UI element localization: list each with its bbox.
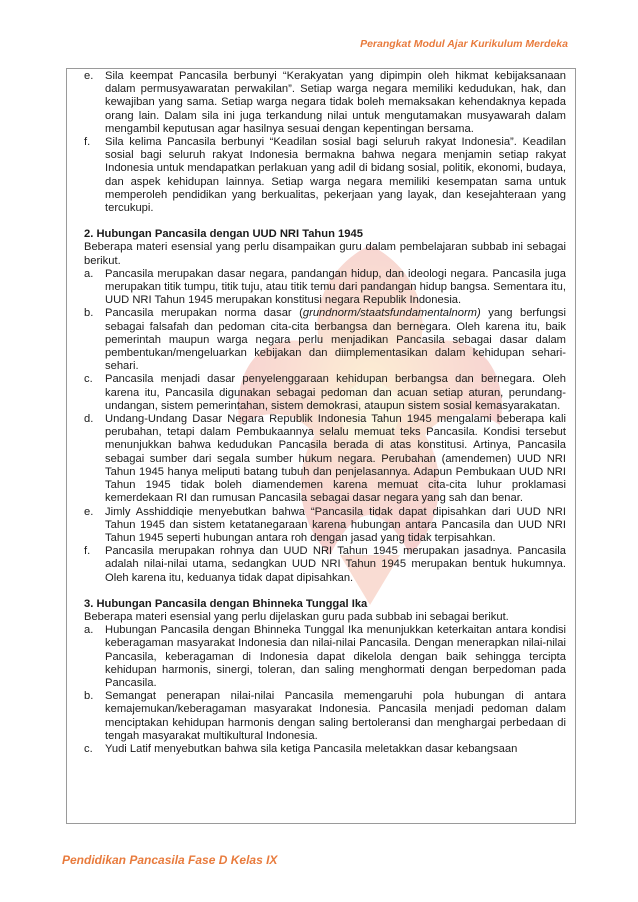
list-item-text: Jimly Asshiddiqie menyebutkan bahwa “Pancasila tidak dapat dipisahkan dari UUD NRI Tahun 1945 dan sistem ketatanegaraan karena hubungan antara Pancasila dan UUD NRI Tahun 1945 seperti hubungan antara roh dengan jasad yang tidak terpisahkan. bbox=[105, 505, 566, 544]
list-item bbox=[84, 268, 566, 308]
list-item-text: Pancasila merupakan rohnya dan UUD NRI Tahun 1945 merupakan jasadnya. Pancasila adalah nilai-nilai utama, sedangkan UUD NRI Tahun 1945 merupakan bentuk hukumnya. Oleh karena itu, keduanya tidak dapat dipisahkan. bbox=[105, 545, 566, 584]
list-item-text: Yudi Latif menyebutkan bahwa sila ketiga Pancasila meletakkan dasar kebangsaan bbox=[105, 742, 518, 755]
list-item bbox=[84, 70, 566, 136]
list-item-text: Hubungan Pancasila dengan Bhinneka Tunggal Ika menunjukkan keterkaitan antara kondisi keberagaman masyarakat Indonesia dan nilai-nilai Pancasila. Dengan menerapkan nilai-nilai Pancasila, keberagaman di Indonesia dapat dikelola dengan baik sehingga tercipta kehidupan harmonis, sinergi, toleran, dan saling menghormati dengan berpedoman pada Pancasila. bbox=[105, 624, 566, 689]
list-item bbox=[84, 743, 566, 756]
list-item-text: Pancasila merupakan dasar negara, pandangan hidup, dan ideologi negara. Pancasila juga merupakan titik tumpu, titik tuju, atau titik temu dari pandangan hidup bangsa. Sementara itu, UUD NRI Tahun 1945 merupakan konstitusi negara Republik Indonesia. bbox=[105, 267, 566, 307]
list-item bbox=[84, 624, 566, 690]
list-item bbox=[84, 373, 566, 413]
section-intro: Beberapa materi esensial yang perlu disampaikan guru dalam pembelajaran subbab ini sebagai berikut. bbox=[84, 241, 566, 267]
italic-term: grundnorm/staatsfundamentalnorm) bbox=[302, 307, 481, 320]
list-marker: c. bbox=[84, 742, 93, 755]
list-marker: b. bbox=[84, 690, 94, 703]
document-body bbox=[84, 70, 566, 756]
list-marker: e. bbox=[84, 505, 94, 518]
list-item-text: Pancasila menjadi dasar penyelenggaraan kehidupan berbangsa dan bernegara. Oleh karena itu, Pancasila digunakan sebagai pedoman dan acuan setiap aturan, perundang-undangan, sistem pemerintahan, sistem demokrasi, ataupun sistem sosial kemasyarakatan. bbox=[105, 373, 566, 412]
list-marker: a. bbox=[84, 624, 94, 637]
list-item bbox=[84, 136, 566, 215]
section-heading: 3. Hubungan Pancasila dengan Bhinneka Tunggal Ika bbox=[84, 597, 368, 610]
list-item-text: Semangat penerapan nilai-nilai Pancasila memengaruhi pola hubungan di antara kemajemukan/keberagaman masyarakat Indonesia. Pancasila menjadi pedoman dalam menciptakan kehidupan harmonis dengan saling bertoleransi dan menghargai perbedaan di tengah masyarakat multikultural Indonesia. bbox=[105, 690, 566, 742]
list-item-text bbox=[105, 307, 566, 373]
list-marker: f. bbox=[84, 545, 91, 558]
text-segment: Pancasila merupakan norma dasar ( bbox=[105, 307, 303, 320]
list-item-text: Sila keempat Pancasila berbunyi “Kerakyatan yang dipimpin oleh hikmat kebijaksanaan dalam permusyawaratan perwakilan”. Setiap warga negara memiliki kedudukan, hak, dan kewajiban yang sama. Setiap warga negara tidak boleh memaksakan kehendaknya kepada orang lain. Dalam sila ini juga terkandung nilai untuk mengutamakan musyawarah dalam mengambil keputusan agar hasilnya sesuai dengan kepentingan bersama. bbox=[105, 70, 566, 135]
list-marker: c. bbox=[84, 373, 93, 386]
list-item-text: Sila kelima Pancasila berbunyi “Keadilan sosial bagi seluruh rakyat Indonesia”. Keadilan sosial bagi seluruh rakyat Indonesia bermakna bahwa negara menjamin setiap rakyat Indonesia untuk mendapatkan perlakuan yang adil di bidang sosial, politik, ekonomi, budaya, dan aspek kehidupan lainnya. Setiap warga negara memiliki kesempatan sama untuk memperoleh pendidikan yang berkualitas, pekerjaan yang layak, dan kesejahteraan yang tercukupi. bbox=[105, 136, 566, 215]
list-marker: e. bbox=[84, 70, 94, 82]
list-marker: f. bbox=[84, 136, 91, 149]
section-heading: 2. Hubungan Pancasila dengan UUD NRI Tahun 1945 bbox=[84, 228, 363, 241]
list-marker: a. bbox=[84, 267, 94, 280]
text-segment: yang berfungsi sebagai falsafah dan pedoman cita-cita berbangsa dan bernegara. Oleh karena itu, baik pemerintah maupun warga negara perlu menjadikan Pancasila sebagai dasar dalam pembentukan/mengeluarkan kebijakan dan diimplementasikan dalam kehidupan sehari-sehari. bbox=[105, 307, 566, 373]
list-item bbox=[84, 690, 566, 743]
list-item-text: Undang-Undang Dasar Negara Republik Indonesia Tahun 1945 mengalami beberapa kali perubahan, tetapi dalam Pembukaannya selalu memuat teks Pancasila. Kondisi tersebut menunjukkan bahwa kedudukan Pancasila berada di atas konstitusi. Artinya, Pancasila sebagai sumber dari segala sumber hukum negara. Perubahan (amendemen) UUD NRI Tahun 1945 hanya meliputi batang tubuh dan penjelasannya. Adapun Pembukaan UUD NRI Tahun 1945 tidak boleh diamendemen karena memuat cita-cita luhur proklamasi kemerdekaan RI dan rumusan Pancasila sebagai dasar negara yang sah dan benar. bbox=[105, 413, 566, 505]
list-marker: b. bbox=[84, 307, 94, 320]
list-marker: d. bbox=[84, 413, 94, 426]
list-item bbox=[84, 307, 566, 373]
list-item bbox=[84, 545, 566, 585]
list-item bbox=[84, 506, 566, 546]
section-intro: Beberapa materi esensial yang perlu dijelaskan guru pada subbab ini sebagai berikut. bbox=[84, 610, 509, 623]
list-item bbox=[84, 413, 566, 505]
page-header-title: Perangkat Modul Ajar Kurikulum Merdeka bbox=[360, 38, 568, 50]
page-footer-title: Pendidikan Pancasila Fase D Kelas IX bbox=[62, 853, 278, 867]
